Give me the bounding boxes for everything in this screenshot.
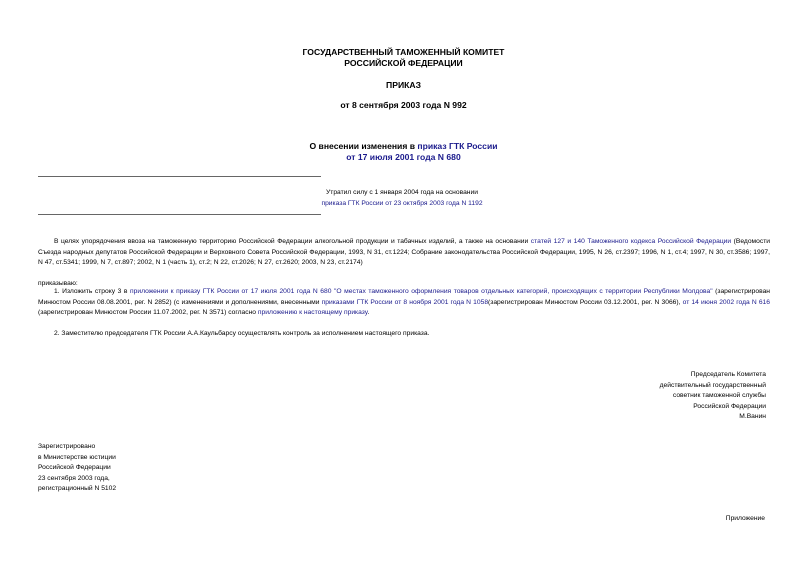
doc-title (0, 141, 807, 163)
preamble-paragraph (38, 237, 770, 269)
signature-line: Председатель Комитета (690, 371, 766, 378)
signature-line: М.Ванин (739, 413, 766, 420)
tamozh-code-link[interactable]: статей 127 и 140 Таможенного кодекса Российской Федерации (530, 238, 732, 245)
org-name-line2: РОССИЙСКОЙ ФЕДЕРАЦИИ (344, 58, 463, 68)
org-name-line1: ГОСУДАРСТВЕННЫЙ ТАМОЖЕННЫЙ КОМИТЕТ (302, 47, 505, 57)
registration-line: в Министерстве юстиции (38, 453, 116, 461)
divider-top (38, 176, 321, 177)
signature-line: Российской Федерации (693, 402, 766, 410)
item1-text-3: (зарегистрирован Минюстом России 03.12.2001, рег. N 3066), (488, 298, 683, 306)
order-1058-link[interactable]: приказами ГТК России от 8 ноября 2001 года N 1058 (321, 298, 489, 306)
registration-block (38, 442, 116, 495)
appendix-680-link[interactable]: приложении к приказу ГТК России от 17 июля 2001 года N 680 "О местах таможенного оформления товаров отдельных категорий, происходящих с территории Республики Молдова" (130, 288, 713, 295)
item1-text-2: (зарегистрирован Минюстом России 08.08.2001, рег. N 2852) (с изменениями и дополнениями, внесенными (38, 288, 770, 306)
divider-bottom (38, 214, 321, 215)
signature-line: действительный государственный (659, 381, 766, 389)
registration-line: Российской Федерации (38, 464, 111, 471)
signature-line: советник таможенной службы (672, 392, 766, 399)
document-header (0, 47, 807, 69)
item1-text-1: 1. Изложить строку 3 в (54, 288, 131, 295)
status-link[interactable]: приказа ГТК России от 23 октября 2003 года N 1192 (321, 199, 483, 207)
registration-line: Зарегистрировано (38, 443, 96, 450)
title-link-part1[interactable]: приказ ГТК России (417, 141, 498, 151)
status-text: Утратил силу с 1 января 2004 года на основании (326, 189, 478, 196)
registration-line: регистрационный N 5102 (38, 485, 117, 492)
appendix-current-link[interactable]: приложению к настоящему приказу (257, 309, 368, 316)
registration-line: 23 сентября 2003 года, (38, 474, 110, 482)
status-note (240, 188, 564, 209)
title-prefix: О внесении изменения в (309, 141, 418, 151)
preamble-text-2: (Ведомости Съезда народных депутатов Российской Федерации и Верховного Совета Российской Федерации, 1993, N 31, ст.1224; Собрание законодательства Российской Федерации, 1995, N 26, ст.2397; 1996, N 1, ст.4; 1997, N 30, ст.3586; 1997, N 47, ст.5341; 1999, N 7, ст.897; 2002, N 1 (часть 1), ст.2; N 22, ст.2026; N 27, ст.2620; 2003, N 23, ст.2174) (38, 238, 771, 266)
item1-text-5: . (367, 309, 370, 316)
preamble-text-1: В целях упорядочения ввоза на таможенную территорию Российской Федерации алкогольной продукции и табачных изделий, а также на основании (54, 238, 531, 245)
order-616-link[interactable]: от 14 июня 2002 года N 616 (682, 298, 770, 306)
item1-text-4: (зарегистрирован Минюстом России 11.07.2002, рег. N 3571) согласно (38, 309, 258, 316)
doc-date: от 8 сентября 2003 года N 992 (340, 100, 467, 110)
appendix-label: Приложение (725, 515, 765, 522)
doc-type: ПРИКАЗ (386, 80, 421, 90)
order-word: приказываю: (38, 280, 78, 287)
item-2-paragraph: 2. Заместителю председателя ГТК России А.А.Каульбарсу осуществлять контроль за исполнением настоящего приказа. (54, 330, 430, 337)
item-1-paragraph (38, 287, 770, 319)
signature-block (660, 370, 766, 423)
title-link-part2[interactable]: от 17 июля 2001 года N 680 (346, 152, 461, 162)
